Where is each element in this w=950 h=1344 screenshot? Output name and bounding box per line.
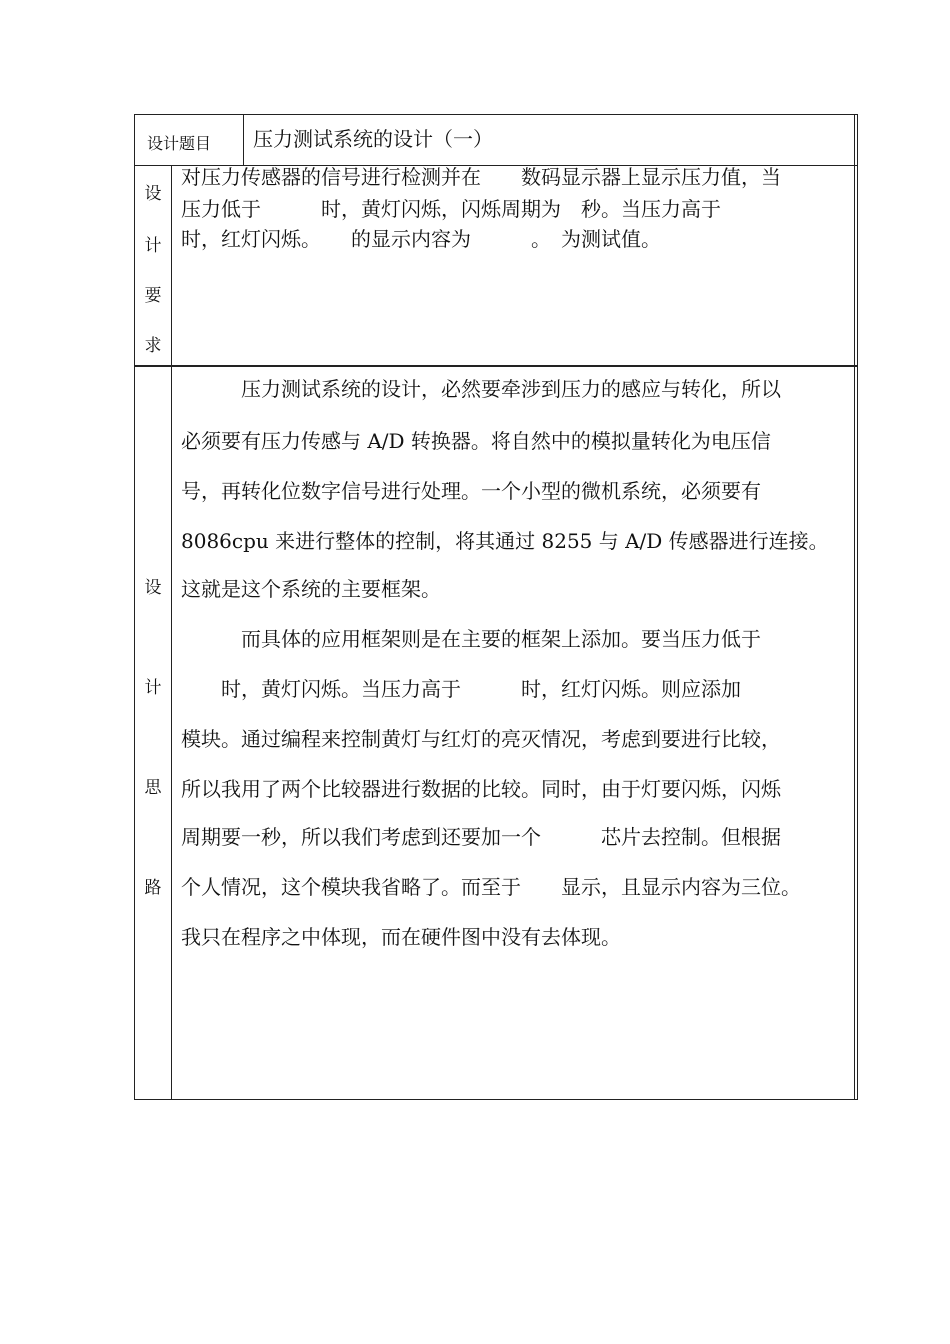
design-thinking-line-10: 周期要一秒，所以我们考虑到还要加一个 芯片去控制。但根据	[181, 825, 781, 849]
requirements-label	[135, 165, 171, 365]
requirements-label-char-3: 要	[144, 286, 162, 306]
design-thinking-line-4: 8086cpu 来进行整体的控制，将其通过 8255 与 A/D 传感器进行连接。	[181, 529, 829, 553]
design-thinking-line-9: 所以我用了两个比较器进行数据的比较。同时，由于灯要闪烁，闪烁	[181, 777, 781, 801]
title-label: 设计题目	[147, 134, 212, 153]
requirements-line-2: 压力低于 时，黄灯闪烁，闪烁周期为 秒。当压力高于	[181, 197, 721, 221]
design-thinking-label-char-3: 思	[144, 778, 162, 798]
title-divider	[243, 115, 244, 165]
design-thinking-label-char-2: 计	[144, 678, 162, 698]
design-thinking-line-12: 我只在程序之中体现，而在硬件图中没有去体现。	[181, 925, 621, 949]
design-thinking-line-3: 号，再转化位数字信号进行处理。一个小型的微机系统，必须要有	[181, 479, 761, 503]
design-thinking-line-6: 而具体的应用框架则是在主要的框架上添加。要当压力低于	[181, 627, 761, 651]
design-thinking-label-char-4: 路	[144, 878, 162, 898]
requirements-label-char-4: 求	[144, 336, 162, 356]
design-thinking-line-7: 时，黄灯闪烁。当压力高于 时，红灯闪烁。则应添加	[181, 677, 741, 701]
design-thinking-line-2: 必须要有压力传感与 A/D 转换器。将自然中的模拟量转化为电压信	[181, 429, 771, 453]
requirements-line-3: 时，红灯闪烁。 的显示内容为 。 为测试值。	[181, 227, 661, 251]
label-column-divider	[171, 165, 172, 1099]
design-thinking-label-char-1: 设	[144, 578, 162, 598]
requirements-label-char-1: 设	[144, 184, 162, 204]
design-thinking-label	[135, 367, 171, 1101]
design-thinking-line-5: 这就是这个系统的主要框架。	[181, 577, 441, 601]
design-form-table	[134, 114, 858, 1100]
title-value: 压力测试系统的设计（一）	[253, 127, 493, 151]
row-divider-2	[135, 365, 857, 367]
design-thinking-line-11: 个人情况，这个模块我省略了。而至于 显示，且显示内容为三位。	[181, 875, 801, 899]
requirements-line-1: 对压力传感器的信号进行检测并在 数码显示器上显示压力值，当	[181, 165, 781, 189]
requirements-label-char-2: 计	[144, 236, 162, 256]
design-thinking-line-1: 压力测试系统的设计，必然要牵涉到压力的感应与转化，所以	[181, 377, 781, 401]
design-thinking-line-8: 模块。通过编程来控制黄灯与红灯的亮灭情况，考虑到要进行比较，	[181, 727, 781, 751]
